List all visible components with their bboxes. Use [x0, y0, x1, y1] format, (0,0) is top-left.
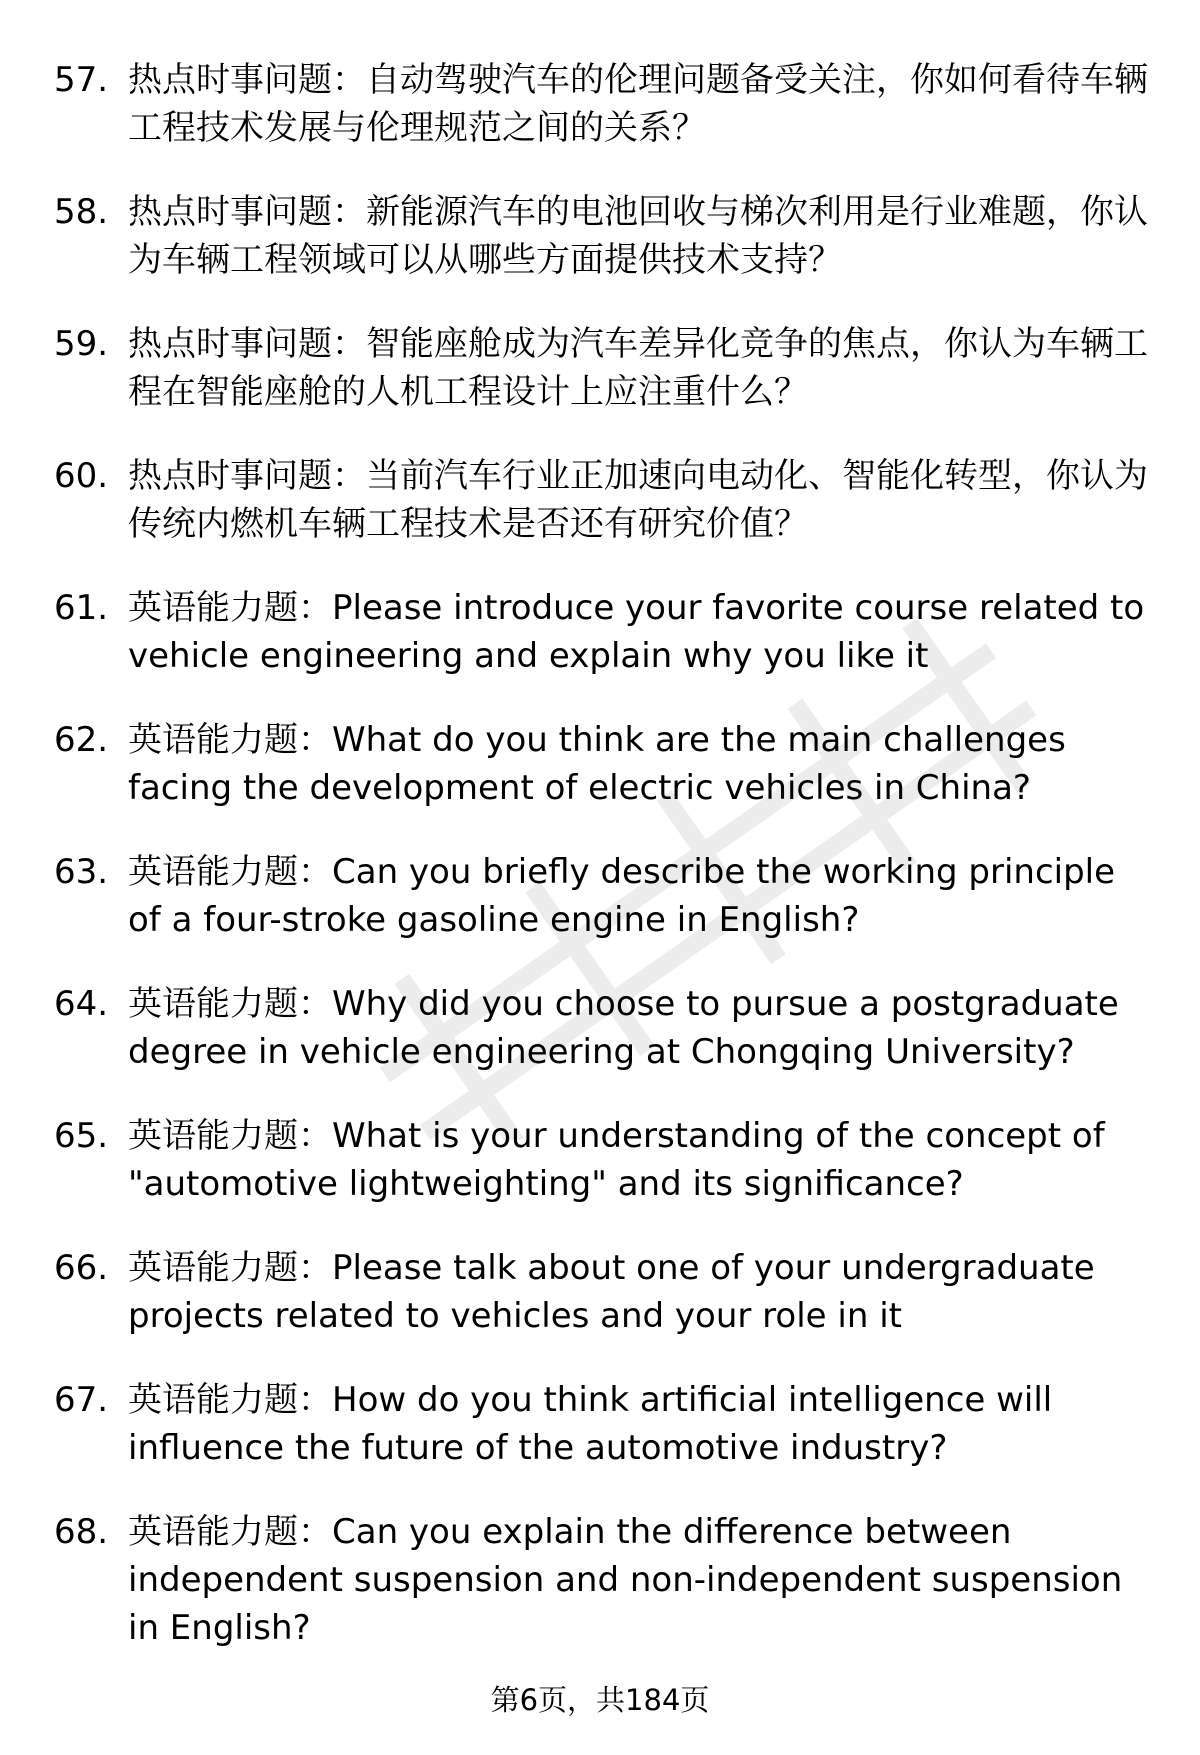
- question-text: 英语能力题：What do you think are the main challenges facing the development of electric vehicles in China?: [128, 720, 1066, 808]
- question-number: 59.: [54, 324, 109, 364]
- question-item: [54, 320, 1154, 416]
- question-text: 热点时事问题：新能源汽车的电池回收与梯次利用是行业难题，你认为车辆工程领域可以从哪些方面提供技术支持？: [128, 192, 1148, 280]
- page-number-label: 第6页，共184页: [490, 1683, 710, 1717]
- question-item: [54, 1508, 1154, 1652]
- question-number: 67.: [54, 1380, 109, 1420]
- question-number: 58.: [54, 192, 109, 232]
- question-item: [54, 980, 1154, 1076]
- question-text: 英语能力题：How do you think artificial intelligence will influence the future of the automotive industry?: [128, 1380, 1053, 1468]
- question-number: 68.: [54, 1512, 109, 1552]
- page-footer: [0, 1680, 1200, 1720]
- question-number: 66.: [54, 1248, 109, 1288]
- question-text: 英语能力题：What is your understanding of the concept of "automotive lightweighting" and its significance?: [128, 1116, 1105, 1204]
- question-item: [54, 848, 1154, 944]
- question-item: [54, 452, 1154, 548]
- question-text: 热点时事问题：智能座舱成为汽车差异化竞争的焦点，你认为车辆工程在智能座舱的人机工程设计上应注重什么？: [128, 324, 1148, 412]
- question-item: [54, 1376, 1154, 1472]
- question-number: 62.: [54, 720, 109, 760]
- question-number: 64.: [54, 984, 109, 1024]
- question-text: 热点时事问题：自动驾驶汽车的伦理问题备受关注，你如何看待车辆工程技术发展与伦理规范之间的关系？: [128, 60, 1148, 148]
- question-list: [54, 56, 1154, 1688]
- question-item: [54, 716, 1154, 812]
- question-number: 63.: [54, 852, 109, 892]
- question-text: 英语能力题：Can you briefly describe the working principle of a four-stroke gasoline engine in English?: [128, 852, 1116, 940]
- question-number: 61.: [54, 588, 109, 628]
- question-item: [54, 188, 1154, 284]
- question-text: 英语能力题：Why did you choose to pursue a postgraduate degree in vehicle engineering at Chongqing University?: [128, 984, 1119, 1072]
- question-text: 英语能力题：Can you explain the difference between independent suspension and non-independent suspension in English?: [128, 1512, 1123, 1648]
- question-text: 热点时事问题：当前汽车行业正加速向电动化、智能化转型，你认为传统内燃机车辆工程技术是否还有研究价值？: [128, 456, 1148, 544]
- question-text: 英语能力题：Please introduce your favorite course related to vehicle engineering and explain why you like it: [128, 588, 1145, 676]
- question-text: 英语能力题：Please talk about one of your undergraduate projects related to vehicles and your role in it: [128, 1248, 1095, 1336]
- question-number: 60.: [54, 456, 109, 496]
- question-number: 65.: [54, 1116, 109, 1156]
- question-item: [54, 584, 1154, 680]
- question-item: [54, 1244, 1154, 1340]
- question-item: [54, 1112, 1154, 1208]
- question-number: 57.: [54, 60, 109, 100]
- question-item: [54, 56, 1154, 152]
